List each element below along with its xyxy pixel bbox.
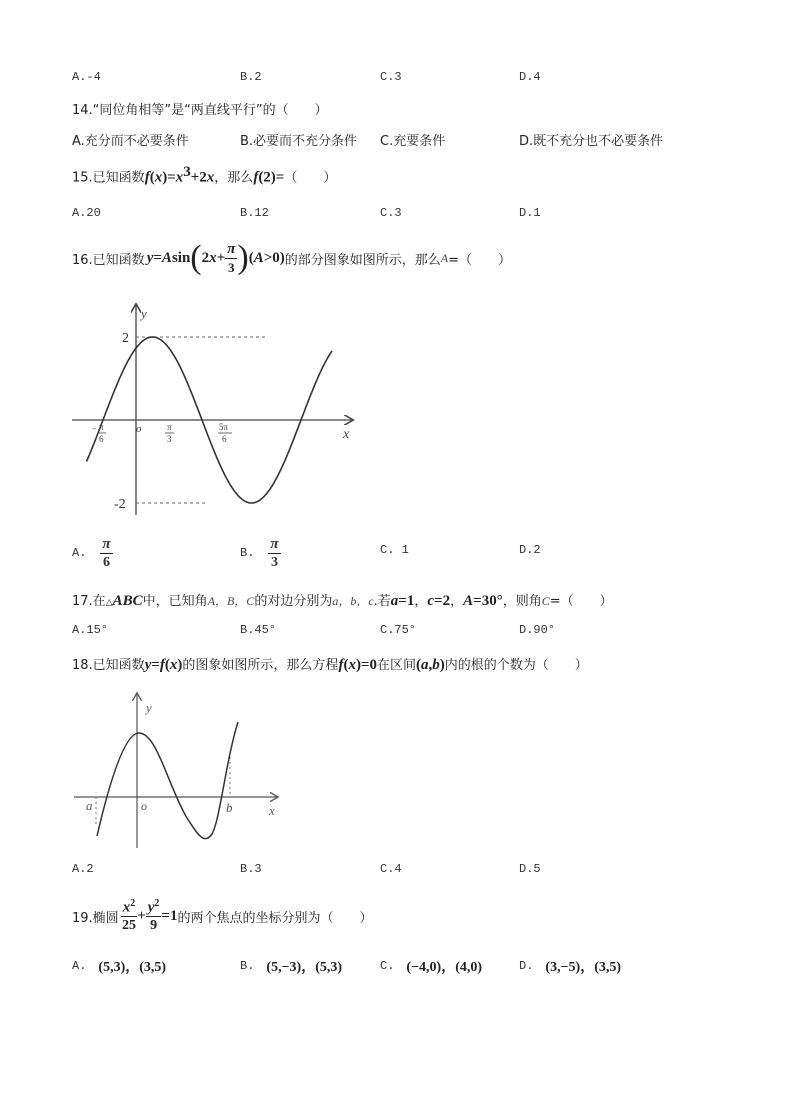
q16-x-label: x xyxy=(343,427,350,442)
q18-question: 18.已知函数y=f(x)的图象如图所示，那么方程f(x)=0在区间(a,b)内的根的个数为（ ） xyxy=(72,657,588,673)
q18-origin-label: o xyxy=(141,799,147,813)
q18-x-label: x xyxy=(269,803,275,818)
q18-option-b: B.3 xyxy=(240,862,262,876)
svg-text:-: - xyxy=(93,423,96,433)
q17-option-b: B.45° xyxy=(240,623,277,637)
svg-text:π: π xyxy=(167,422,172,432)
q17-mid2: 的对边分别为 xyxy=(254,594,333,609)
q16-sine-graph xyxy=(68,298,368,520)
q18-option-c: C.4 xyxy=(380,862,402,876)
q16-tick-max: 2 xyxy=(122,331,129,346)
q17-question: 17.在△ABC中，已知角A，B，C的对边分别为a，b，c.若a=1，c=2，A=30°，则角C=（ ） xyxy=(72,593,613,609)
q19-option-d-prefix: D. xyxy=(519,959,534,973)
q15-mid: ，那么 xyxy=(214,170,254,186)
q17-sides: a，b，c xyxy=(332,594,374,608)
q17-eq: =（ ） xyxy=(549,594,613,609)
q16-option-a: A. $\frac{\pi}{6}$ xyxy=(72,535,111,570)
q18-y-label: y xyxy=(146,700,152,715)
q15-prefix: 15.已知函数 xyxy=(72,170,145,186)
q16-option-b: B. $\frac{\pi}{3}$ xyxy=(240,535,279,570)
svg-text:6: 6 xyxy=(99,434,104,444)
q16-suffix: 的部分图象如图所示，那么 xyxy=(284,252,441,268)
q18-a-label: a xyxy=(86,798,93,813)
q17-option-c: C.75° xyxy=(380,623,417,637)
q17-angles: A，B，C xyxy=(207,594,255,608)
svg-text:3: 3 xyxy=(167,434,172,444)
q19-prefix: 19.椭圆 xyxy=(72,910,119,926)
q19-option-a-value: (5,3)，(3,5) xyxy=(98,960,167,975)
svg-text:π: π xyxy=(99,422,104,432)
q19-option-d xyxy=(519,956,621,976)
q19-option-b xyxy=(240,956,342,976)
svg-text:5π: 5π xyxy=(219,422,229,432)
q19-option-d-value: (3,−5)，(3,5) xyxy=(545,960,622,975)
q16-tick-min: -2 xyxy=(114,497,126,512)
q19-option-c-prefix: C. xyxy=(380,959,395,973)
q13-option-c: C.3 xyxy=(380,70,402,84)
q13-option-a: A.-4 xyxy=(72,70,101,84)
q17-prefix: 17.在 xyxy=(72,594,106,609)
q15-option-d: D.1 xyxy=(519,206,541,220)
q16-origin-label: o xyxy=(136,423,142,435)
svg-text:6: 6 xyxy=(222,434,227,444)
q16-x-tick-pi-3 xyxy=(165,422,174,444)
q19-option-c-value: (−4,0)，(4,0) xyxy=(406,960,483,975)
q19-option-a xyxy=(72,956,166,976)
q16-option-c: C. 1 xyxy=(380,543,409,557)
q15-option-c: C.3 xyxy=(380,206,402,220)
q17-option-d: D.90° xyxy=(519,623,556,637)
q18-option-a: A.2 xyxy=(72,862,94,876)
q17-mid3: .若 xyxy=(373,594,391,609)
q13-option-d: D.4 xyxy=(519,70,541,84)
q14-option-d: D.既不充分也不必要条件 xyxy=(519,134,664,149)
q18-b-label: b xyxy=(226,800,233,815)
q17-suffix: ，则角 xyxy=(502,594,542,609)
q14-option-a: A.充分而不必要条件 xyxy=(72,134,189,149)
q14-option-b: B.必要而不充分条件 xyxy=(240,134,358,149)
q16-eq: =（ ） xyxy=(448,252,512,268)
q16-y-label: y xyxy=(141,306,147,321)
q17-option-a: A.15° xyxy=(72,623,109,637)
q18-option-d: D.5 xyxy=(519,862,541,876)
q16-option-b-prefix: B. xyxy=(240,546,255,560)
q19-suffix: 的两个焦点的坐标分别为（ ） xyxy=(177,910,373,926)
q15-formula: f xyxy=(144,169,150,186)
q16-option-d: D.2 xyxy=(519,543,541,557)
q16-question: 16.已知函数 y = A sin ( 2 x + $\frac{\pi}{3}$ ) ( A >0) 的部分图象如图所示，那么 A =（ ） xyxy=(72,239,512,276)
q13-option-b: B.2 xyxy=(240,70,262,84)
q18-prefix: 18.已知函数 xyxy=(72,658,145,673)
q18-mid1: 的图象如图所示，那么方程 xyxy=(182,658,339,673)
q19-option-b-value: (5,−3)，(5,3) xyxy=(266,960,343,975)
q18-suffix: 内的根的个数为（ ） xyxy=(444,658,588,673)
q16-option-a-prefix: A. xyxy=(72,546,87,560)
q17-mid1: 中，已知角 xyxy=(142,594,208,609)
q15-option-a: A.20 xyxy=(72,206,101,220)
q18-mid2: 在区间 xyxy=(376,658,416,673)
q19-option-a-prefix: A. xyxy=(72,959,87,973)
q19-option-b-prefix: B. xyxy=(240,959,255,973)
q14-question: 14.“同位角相等”是“两直线平行”的（ ） xyxy=(72,103,328,118)
q16-x-tick-5pi-6 xyxy=(218,422,232,444)
q18-curve xyxy=(97,722,238,839)
q19-question: 19.椭圆 $\frac{x^2}{25}$ + $\frac{y^2}{9}$ =1 的两个焦点的坐标分别为（ ） xyxy=(72,897,373,934)
q14-option-c: C.充要条件 xyxy=(380,134,446,149)
q16-prefix: 16.已知函数 xyxy=(72,252,145,268)
q15-suffix: （ ） xyxy=(284,170,337,186)
q16-var-a: A xyxy=(440,250,449,265)
q19-option-c xyxy=(380,956,482,976)
q18-function-graph xyxy=(70,690,285,850)
q17-var-c: C xyxy=(541,594,550,608)
q15-question: 15.已知函数$f(x)=x^3+2x$，那么f(2)=（ ） xyxy=(72,164,337,186)
q15-option-b: B.12 xyxy=(240,206,269,220)
